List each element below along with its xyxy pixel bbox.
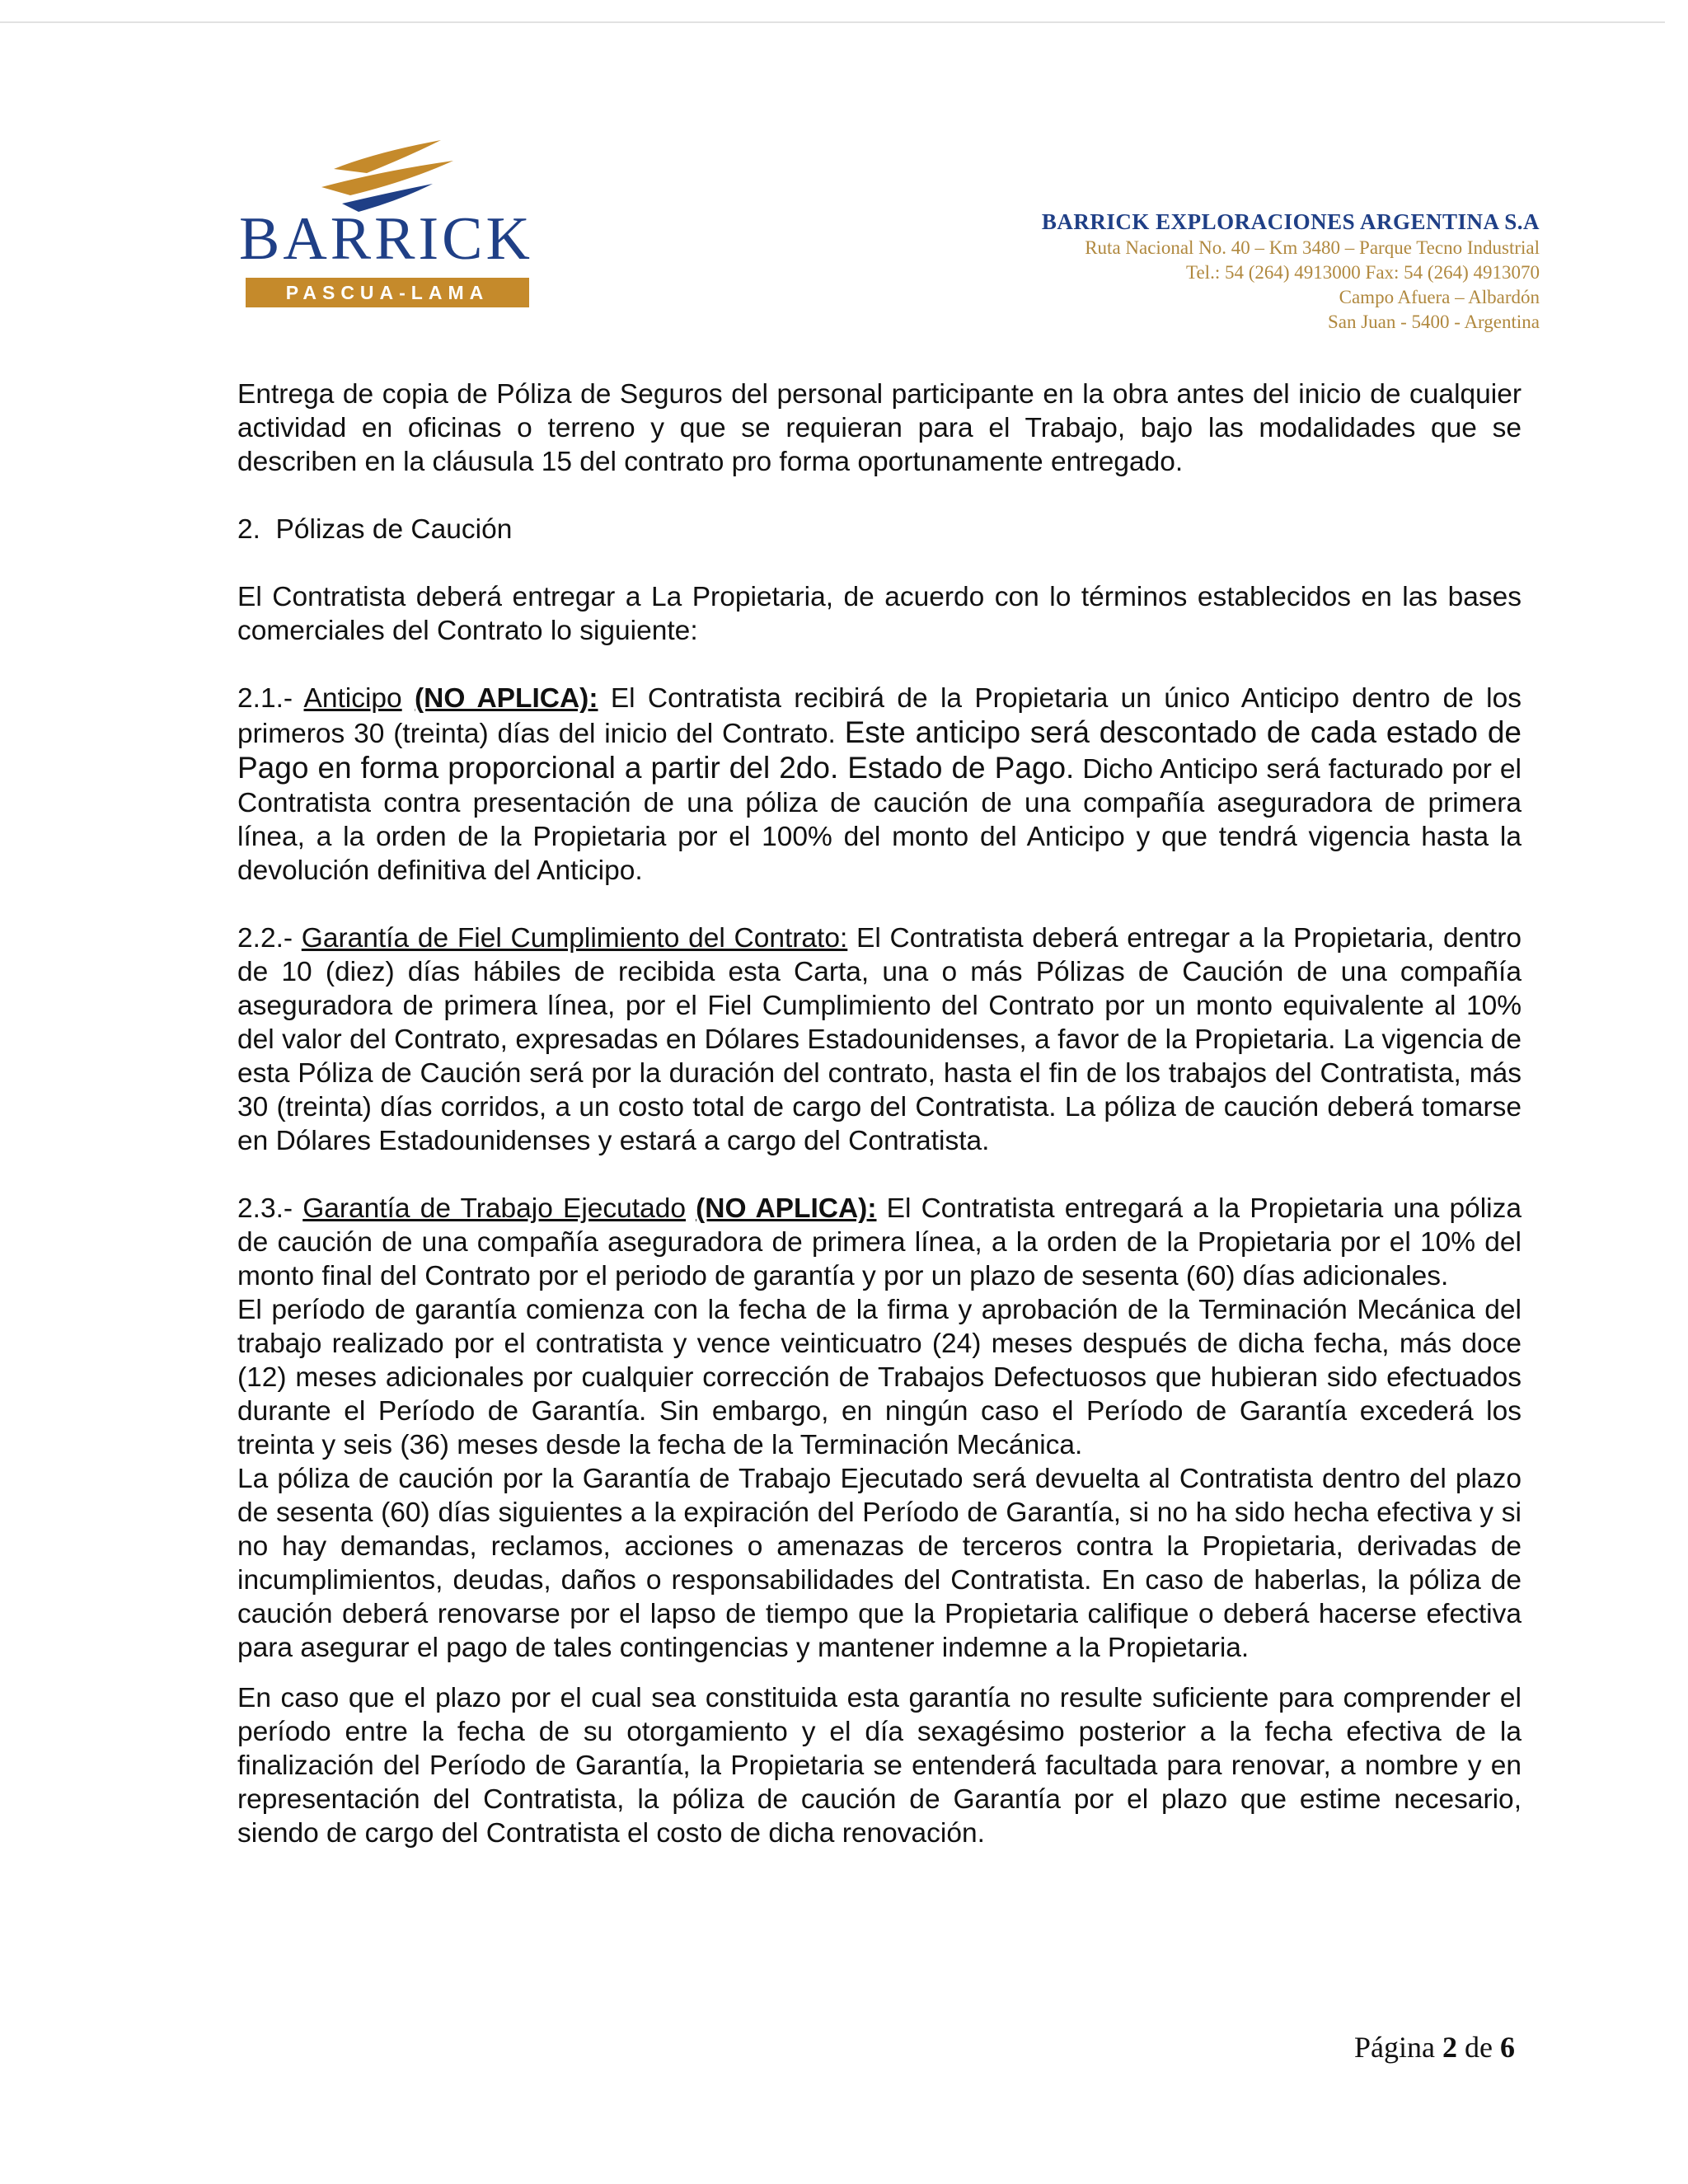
page-sep: de xyxy=(1465,2031,1493,2064)
clause-flag: (NO APLICA): xyxy=(696,1193,877,1224)
page-total: 6 xyxy=(1500,2031,1515,2064)
top-scan-line xyxy=(0,21,1665,23)
clause-text: El Contratista recibirá de la Propietaria un único Anticipo dentro de los primeros 30 (treinta) días del inicio del Contrato. xyxy=(237,683,1522,749)
logo-band: PASCUA-LAMA xyxy=(246,278,529,307)
intro-paragraph: Entrega de copia de Póliza de Seguros del personal participante en la obra antes del inicio de cualquier actividad en oficinas o terreno y que se requieran para el Trabajo, bajo las modalidades que se describen en la cláusula 15 del contrato pro forma oportunamente entregado. xyxy=(237,379,1522,477)
phone-line: Tel.: 54 (264) 4913000 Fax: 54 (264) 4913070 xyxy=(1186,262,1540,283)
address-line: Campo Afuera – Albardón xyxy=(1339,287,1540,307)
clause-2-1 xyxy=(237,682,1522,888)
section-title: 2. Pólizas de Caución xyxy=(237,514,513,545)
address-line: Ruta Nacional No. 40 – Km 3480 – Parque Tecno Industrial xyxy=(1085,237,1540,258)
clause-text: Dicho Anticipo será facturado por el Contratista contra presentación de una póliza de caución de una compañía aseguradora de primera línea, a la orden de la Propietaria por el 100% del monto del Anticipo y que tendrá vigencia hasta la devolución definitiva del Anticipo. xyxy=(237,754,1522,886)
page-current: 2 xyxy=(1442,2031,1458,2064)
clause-text: El Contratista deberá entregar a la Propietaria, dentro de 10 (diez) días hábiles de recibida esta Carta, una o más Pólizas de Caución de una compañía aseguradora de primera línea, por el Fiel Cumplimiento del Contrato por un monto equivalente al 10% del valor del Contrato, expresadas en Dólares Estadounidenses, a favor de la Propietaria. La vigencia de esta Póliza de Caución será por la duración del contrato, hasta el fin de los trabajos del Contratista, más 30 (treinta) días corridos, a un costo total de cargo del Contratista. La póliza de caución deberá tomarse en Dólares Estadounidenses y estará a cargo del Contratista. xyxy=(237,923,1522,1156)
barrick-logo xyxy=(239,136,536,317)
page-label: Página xyxy=(1354,2031,1436,2064)
warranty-period-paragraph: El período de garantía comienza con la fecha de la firma y aprobación de la Terminación Mecánica del trabajo realizado por el contratista y vence veinticuatro (24) meses después de dicha fecha, más doce (12) meses adicionales por cualquier corrección de Trabajos Defectuosos que hubieran sido efectuados durante el Período de Garantía. Sin embargo, en ningún caso el Período de Garantía excederá los treinta y seis (36) meses desde la fecha de la Terminación Mecánica. xyxy=(237,1295,1522,1460)
document-body xyxy=(237,377,1522,1850)
logo-swoosh-icon xyxy=(317,136,457,214)
warranty-return-paragraph: La póliza de caución por la Garantía de Trabajo Ejecutado será devuelta al Contratista dentro del plazo de sesenta (60) días siguientes a la expiración del Período de Garantía, si no ha sido hecha efectiva y si no hay demandas, reclamos, acciones o amenazas de terceros contra la Propietaria, derivadas de incumplimientos, deudas, daños o responsabilidades del Contratista. En caso de haberlas, la póliza de caución deberá renovarse por el lapso de tiempo que la Propietaria califique o deberá hacerse efectiva para asegurar el pago de tales contingencias y mantener indemne a la Propietaria. xyxy=(237,1464,1522,1663)
clause-number: 2.2.- xyxy=(237,923,302,954)
clause-2-2 xyxy=(237,921,1522,1158)
company-name: BARRICK EXPLORACIONES ARGENTINA S.A xyxy=(1041,209,1540,234)
clause-2-3 xyxy=(237,1192,1522,1293)
clause-flag: (NO APLICA): xyxy=(415,683,598,714)
clause-text-emphasis: Este anticipo será descontado de cada estado de Pago en forma proporcional a partir del 2do. Estado de Pago. xyxy=(237,715,1522,785)
clause-number: 2.3.- xyxy=(237,1193,303,1224)
clause-title: Garantía de Trabajo Ejecutado xyxy=(302,1193,686,1224)
logo-wordmark: BARRICK xyxy=(239,205,533,273)
closing-paragraph: En caso que el plazo por el cual sea constituida esta garantía no resulte suficiente para comprender el período entre la fecha de su otorgamiento y el día sexagésimo posterior a la fecha efectiva de la finalización del Período de Garantía, la Propietaria se entenderá facultada para renovar, a nombre y en representación del Contratista, la póliza de caución de Garantía por el plazo que estime necesario, siendo de cargo del Contratista el costo de dicha renovación. xyxy=(237,1683,1522,1849)
company-address-block xyxy=(1042,208,1540,335)
address-line: San Juan - 5400 - Argentina xyxy=(1327,312,1540,332)
clause-title: Garantía de Fiel Cumplimiento del Contrato: xyxy=(301,923,848,954)
clause-number: 2.1.- xyxy=(237,683,304,714)
clause-title: Anticipo xyxy=(303,683,402,714)
section-intro-paragraph: El Contratista deberá entregar a La Propietaria, de acuerdo con lo términos establecidos en las bases comerciales del Contrato lo siguiente: xyxy=(237,582,1522,646)
clause-text: El Contratista entregará a la Propietaria una póliza de caución de una compañía aseguradora de primera línea, a la orden de la Propietaria por el 10% del monto final del Contrato por el periodo de garantía y por un plazo de sesenta (60) días adicionales. xyxy=(237,1193,1522,1291)
page-number xyxy=(1354,2030,1515,2064)
